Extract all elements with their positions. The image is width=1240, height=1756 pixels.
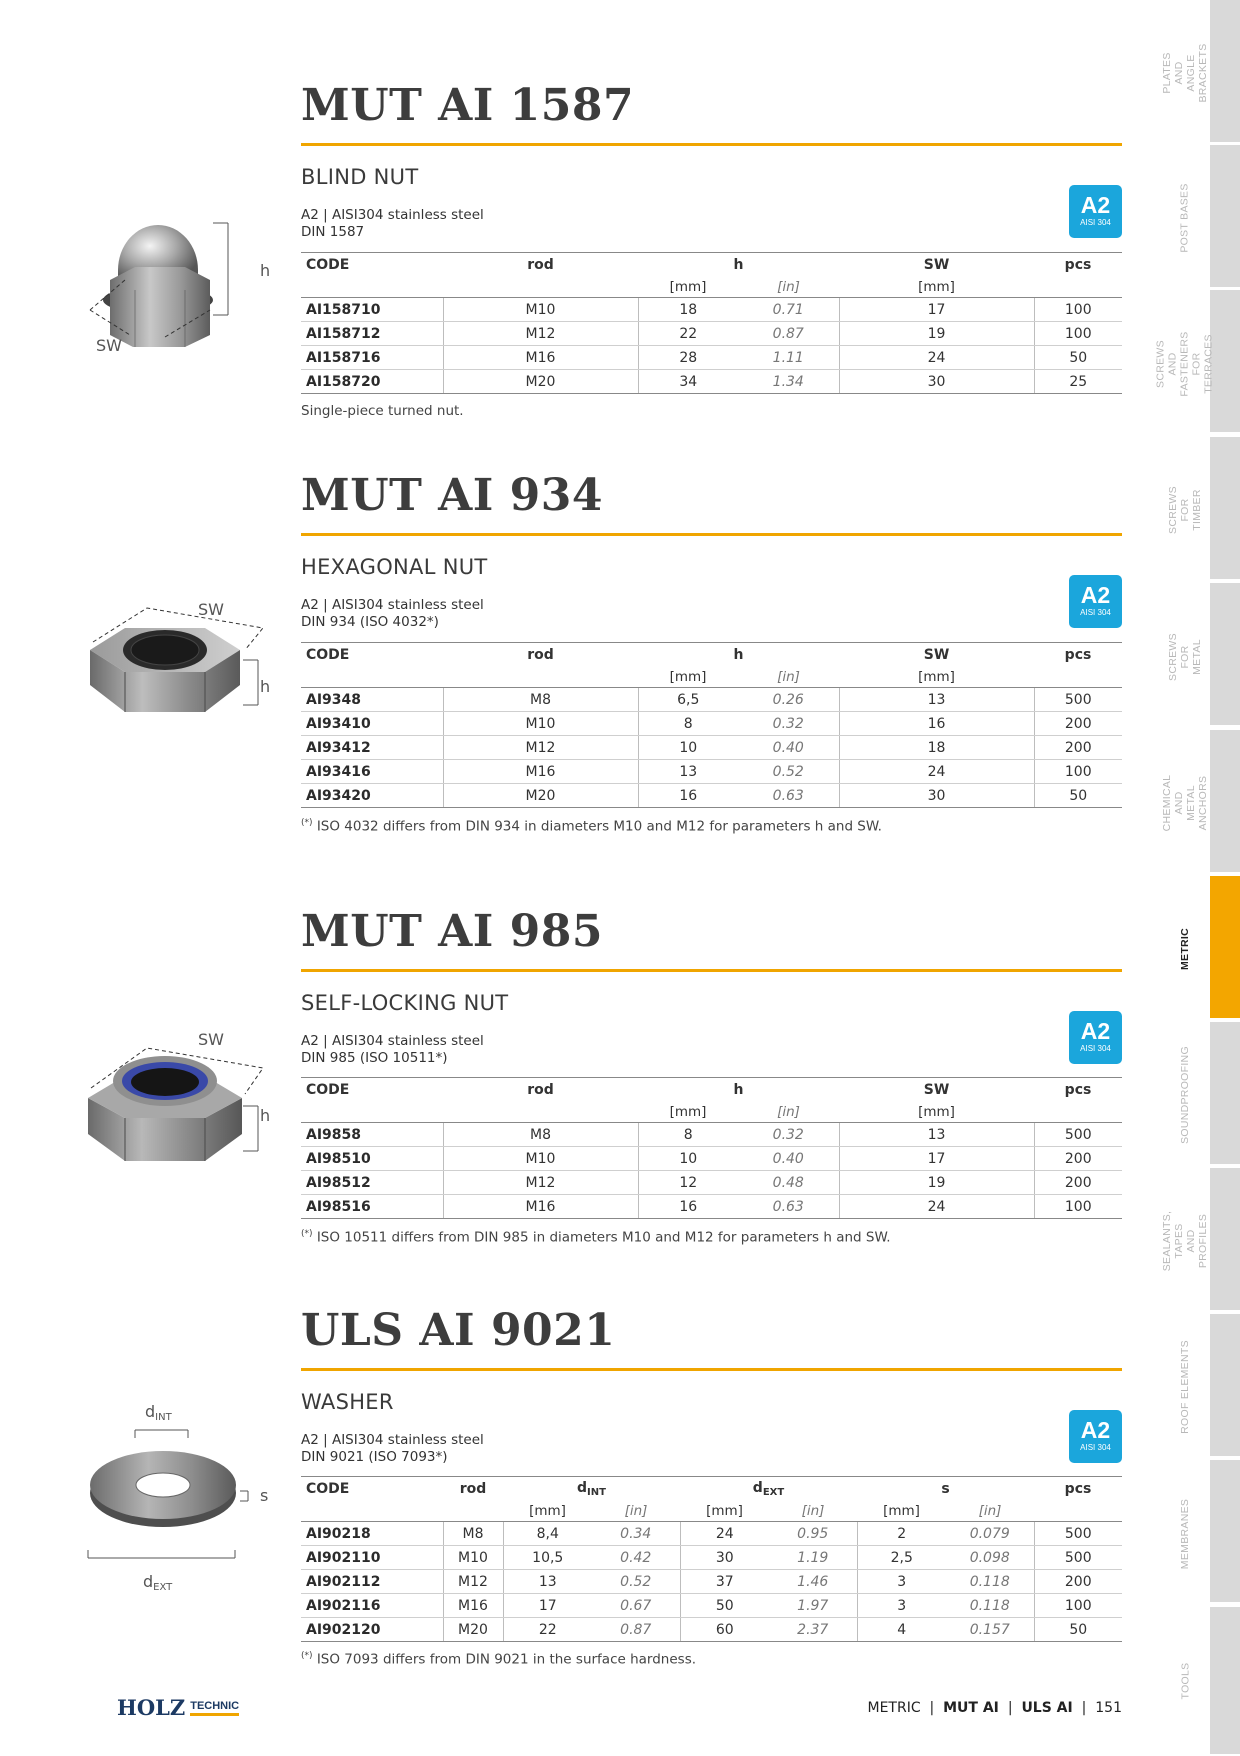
cell-dint-mm: 8,4 (503, 1522, 592, 1546)
holz-technic-logo (117, 1695, 239, 1720)
cell-rod: M10 (443, 1546, 503, 1570)
badge-main: A2 (1080, 1018, 1111, 1044)
unit-in: [in] (738, 277, 839, 298)
sidebar-label-tools: TOOLS (1179, 1662, 1191, 1699)
cell-code: AI158710 (301, 298, 443, 322)
material-info (301, 1033, 484, 1067)
dimension-label-sw: SW (198, 600, 224, 619)
cell-sw: 13 (839, 1123, 1034, 1147)
table-header-row (301, 643, 1122, 668)
cell-code: AI93416 (301, 760, 443, 784)
table-header-row (301, 1078, 1122, 1103)
cell-pcs: 100 (1034, 298, 1122, 322)
cell-h-in: 0.63 (738, 1195, 839, 1219)
table-row (301, 1195, 1122, 1219)
header-pcs: pcs (1034, 1078, 1122, 1103)
cell-dint-mm: 10,5 (503, 1546, 592, 1570)
table-row (301, 712, 1122, 736)
dimension-label-h: h (260, 1106, 271, 1125)
a2-badge (1069, 1011, 1122, 1064)
table-row (301, 784, 1122, 808)
sidebar-label (1155, 1314, 1215, 1460)
a2-badge (1069, 575, 1122, 628)
product-title: MUT AI 934 (301, 470, 604, 521)
header-d-ext (680, 1477, 857, 1502)
label-ext-sub: EXT (153, 1582, 173, 1593)
standard-line: DIN 9021 (ISO 7093*) (301, 1449, 448, 1465)
badge-sub: AISI 304 (1080, 1044, 1111, 1053)
sidebar-label-screws-timber: SCREWS FOR TIMBER (1167, 486, 1203, 534)
cell-pcs: 200 (1034, 712, 1122, 736)
sidebar-label (1155, 583, 1215, 730)
dimension-label-dint (145, 1402, 172, 1423)
table-header-row (301, 1477, 1122, 1502)
sidebar-label-roof: ROOF ELEMENTS (1179, 1340, 1191, 1434)
unit-in: [in] (946, 1501, 1034, 1522)
cell-code: AI98510 (301, 1147, 443, 1171)
breadcrumb-separator: | (929, 1700, 935, 1716)
cell-sw: 19 (839, 1171, 1034, 1195)
cell-code: AI90218 (301, 1522, 443, 1546)
cell-pcs: 50 (1034, 784, 1122, 808)
table-row (301, 760, 1122, 784)
header-ext-sub: EXT (762, 1487, 785, 1498)
footnote (301, 1651, 696, 1668)
cell-s-mm: 3 (857, 1570, 946, 1594)
cell-s-in: 0.098 (946, 1546, 1034, 1570)
table-row (301, 1147, 1122, 1171)
table-row (301, 298, 1122, 322)
cell-pcs: 25 (1034, 370, 1122, 394)
cell-h-in: 0.71 (738, 298, 839, 322)
cell-rod: M20 (443, 784, 638, 808)
cell-s-mm: 2 (857, 1522, 946, 1546)
cell-s-mm: 4 (857, 1618, 946, 1642)
header-pcs: pcs (1034, 253, 1122, 278)
title-underline (301, 1368, 1122, 1371)
cell-pcs: 200 (1034, 736, 1122, 760)
sidebar-label (1155, 290, 1215, 437)
header-pcs: pcs (1034, 643, 1122, 668)
cell-h-in: 0.52 (738, 760, 839, 784)
cell-sw: 30 (839, 370, 1034, 394)
dimension-label-dext (143, 1572, 172, 1593)
spec-table (301, 1077, 1122, 1219)
cell-h-mm: 8 (638, 1123, 738, 1147)
header-pcs: pcs (1034, 1477, 1122, 1502)
cell-rod: M10 (443, 712, 638, 736)
product-subtitle: WASHER (301, 1390, 394, 1414)
self-locking-nut-illustration (85, 1036, 275, 1186)
cell-sw: 16 (839, 712, 1034, 736)
badge-sub: AISI 304 (1080, 1443, 1111, 1452)
sidebar-label (1155, 145, 1215, 290)
cell-h-mm: 28 (638, 346, 738, 370)
label-d-letter: d (143, 1572, 154, 1591)
unit-mm: [mm] (638, 667, 738, 688)
material-info (301, 1432, 484, 1466)
cell-h-in: 0.32 (738, 1123, 839, 1147)
cell-rod: M12 (443, 1570, 503, 1594)
cell-h-in: 0.32 (738, 712, 839, 736)
cell-sw: 24 (839, 1195, 1034, 1219)
cell-dint-mm: 13 (503, 1570, 592, 1594)
cell-h-mm: 10 (638, 736, 738, 760)
cell-s-in: 0.157 (946, 1618, 1034, 1642)
footnote-text: ISO 10511 differs from DIN 985 in diameters M10 and M12 for parameters h and SW. (312, 1229, 891, 1246)
breadcrumb-separator: | (1007, 1700, 1013, 1716)
cell-h-mm: 13 (638, 760, 738, 784)
cell-sw: 24 (839, 760, 1034, 784)
cell-pcs: 100 (1034, 322, 1122, 346)
cell-pcs: 100 (1034, 1594, 1122, 1618)
header-h: h (638, 643, 839, 668)
badge-sub: AISI 304 (1080, 218, 1111, 227)
cell-sw: 13 (839, 688, 1034, 712)
material-info (301, 207, 484, 241)
breadcrumb-separator: | (1081, 1700, 1087, 1716)
sidebar-label-screws-metal: SCREWS FOR METAL (1167, 632, 1203, 681)
table-row (301, 322, 1122, 346)
footnote (301, 818, 882, 835)
badge-main: A2 (1080, 192, 1111, 218)
cell-dext-mm: 37 (680, 1570, 769, 1594)
footnote-text: ISO 4032 differs from DIN 934 in diameters M10 and M12 for parameters h and SW. (312, 818, 882, 835)
cell-rod: M20 (443, 1618, 503, 1642)
material-line: A2 | AISI304 stainless steel (301, 1033, 484, 1049)
cell-code: AI93420 (301, 784, 443, 808)
spec-table (301, 642, 1122, 808)
cell-s-in: 0.118 (946, 1570, 1034, 1594)
material-info (301, 597, 484, 631)
cell-pcs: 200 (1034, 1570, 1122, 1594)
header-sw: SW (839, 253, 1034, 278)
badge-sub: AISI 304 (1080, 608, 1111, 617)
header-code: CODE (301, 253, 443, 278)
unit-mm: [mm] (680, 1501, 769, 1522)
footnote-mark: (*) (301, 1229, 313, 1239)
header-int-sub: INT (587, 1487, 606, 1498)
sidebar-label (1155, 1022, 1215, 1168)
cell-h-mm: 34 (638, 370, 738, 394)
sidebar-label (1155, 437, 1215, 583)
table-row (301, 1123, 1122, 1147)
cell-code: AI902120 (301, 1618, 443, 1642)
cell-pcs: 500 (1034, 688, 1122, 712)
header-d-letter: d (577, 1480, 588, 1496)
header-h: h (638, 253, 839, 278)
cell-s-in: 0.079 (946, 1522, 1034, 1546)
table-row (301, 1522, 1122, 1546)
cell-h-in: 1.11 (738, 346, 839, 370)
dimension-label-h: h (260, 677, 271, 696)
table-row (301, 1570, 1122, 1594)
washer-illustration (85, 1425, 265, 1565)
cell-dext-in: 1.46 (769, 1570, 857, 1594)
cell-h-mm: 10 (638, 1147, 738, 1171)
cell-h-in: 0.40 (738, 1147, 839, 1171)
cell-h-mm: 16 (638, 1195, 738, 1219)
cell-h-in: 0.63 (738, 784, 839, 808)
cell-pcs: 100 (1034, 760, 1122, 784)
cell-s-mm: 2,5 (857, 1546, 946, 1570)
cell-code: AI9858 (301, 1123, 443, 1147)
title-underline (301, 143, 1122, 146)
product-subtitle: SELF-LOCKING NUT (301, 991, 509, 1015)
cell-code: AI902116 (301, 1594, 443, 1618)
unit-in: [in] (738, 1102, 839, 1123)
logo-sub: TECHNIC (190, 1700, 239, 1716)
table-header-row (301, 253, 1122, 278)
cell-dext-mm: 60 (680, 1618, 769, 1642)
cell-code: AI902112 (301, 1570, 443, 1594)
badge-main: A2 (1080, 582, 1111, 608)
cell-code: AI158720 (301, 370, 443, 394)
label-d-letter: d (145, 1402, 156, 1421)
header-rod: rod (443, 1477, 503, 1502)
cell-rod: M16 (443, 346, 638, 370)
cell-rod: M10 (443, 1147, 638, 1171)
standard-line: DIN 985 (ISO 10511*) (301, 1050, 448, 1066)
header-h: h (638, 1078, 839, 1103)
cell-sw: 19 (839, 322, 1034, 346)
table-unit-row (301, 1102, 1122, 1123)
header-code: CODE (301, 1078, 443, 1103)
cell-rod: M8 (443, 1522, 503, 1546)
cell-dint-in: 0.42 (592, 1546, 680, 1570)
standard-line: DIN 1587 (301, 224, 365, 240)
cell-dint-in: 0.87 (592, 1618, 680, 1642)
cell-code: AI158716 (301, 346, 443, 370)
table-row (301, 1618, 1122, 1642)
cell-rod: M8 (443, 688, 638, 712)
header-rod: rod (443, 253, 638, 278)
product-title: MUT AI 985 (301, 906, 604, 957)
cell-rod: M12 (443, 1171, 638, 1195)
product-title: MUT AI 1587 (301, 80, 635, 131)
cell-rod: M12 (443, 736, 638, 760)
badge-main: A2 (1080, 1417, 1111, 1443)
table-row (301, 1546, 1122, 1570)
cell-pcs: 200 (1034, 1171, 1122, 1195)
dimension-label-sw: SW (96, 336, 122, 355)
unit-in: [in] (769, 1501, 857, 1522)
header-d-letter: d (752, 1480, 763, 1496)
cell-sw: 18 (839, 736, 1034, 760)
unit-mm: [mm] (839, 1102, 1034, 1123)
page-number: 151 (1095, 1700, 1122, 1716)
header-code: CODE (301, 1477, 443, 1502)
unit-mm: [mm] (857, 1501, 946, 1522)
table-row (301, 1171, 1122, 1195)
cell-h-in: 0.48 (738, 1171, 839, 1195)
table-row (301, 1594, 1122, 1618)
logo-main: HOLZ (117, 1695, 186, 1720)
cell-pcs: 50 (1034, 346, 1122, 370)
cell-h-mm: 6,5 (638, 688, 738, 712)
cell-code: AI902110 (301, 1546, 443, 1570)
header-code: CODE (301, 643, 443, 668)
header-d-int (503, 1477, 680, 1502)
cell-pcs: 100 (1034, 1195, 1122, 1219)
dimension-label-s: s (260, 1486, 269, 1505)
title-underline (301, 969, 1122, 972)
product-title: ULS AI 9021 (301, 1305, 616, 1356)
cell-rod: M16 (443, 1195, 638, 1219)
a2-badge (1069, 1410, 1122, 1463)
table-unit-row (301, 277, 1122, 298)
sidebar-label-anchors: CHEMICAL AND METAL ANCHORS (1161, 774, 1209, 832)
footnote: Single-piece turned nut. (301, 403, 464, 419)
cell-sw: 30 (839, 784, 1034, 808)
header-sw: SW (839, 643, 1034, 668)
header-rod: rod (443, 1078, 638, 1103)
cell-sw: 17 (839, 1147, 1034, 1171)
cell-rod: M12 (443, 322, 638, 346)
cell-h-mm: 22 (638, 322, 738, 346)
cell-h-mm: 8 (638, 712, 738, 736)
cell-dext-in: 2.37 (769, 1618, 857, 1642)
sidebar-label-post-bases: POST BASES (1179, 182, 1191, 253)
unit-mm: [mm] (839, 667, 1034, 688)
product-subtitle: HEXAGONAL NUT (301, 555, 488, 579)
sidebar-label (1155, 1460, 1215, 1607)
header-rod: rod (443, 643, 638, 668)
sidebar-label (1155, 730, 1215, 876)
cell-pcs: 500 (1034, 1123, 1122, 1147)
product-subtitle: BLIND NUT (301, 165, 419, 189)
footnote-mark: (*) (301, 1651, 313, 1661)
cell-dint-in: 0.34 (592, 1522, 680, 1546)
standard-line: DIN 934 (ISO 4032*) (301, 614, 439, 630)
breadcrumb-mut-ai: MUT AI (943, 1700, 999, 1716)
cell-dint-in: 0.52 (592, 1570, 680, 1594)
sidebar-label (1155, 1168, 1215, 1314)
unit-mm: [mm] (638, 1102, 738, 1123)
sidebar-label (1155, 1607, 1215, 1754)
unit-in: [in] (592, 1501, 680, 1522)
cell-dint-in: 0.67 (592, 1594, 680, 1618)
cell-s-mm: 3 (857, 1594, 946, 1618)
cell-dext-in: 1.97 (769, 1594, 857, 1618)
cell-sw: 24 (839, 346, 1034, 370)
cell-h-in: 0.87 (738, 322, 839, 346)
table-row (301, 370, 1122, 394)
cell-pcs: 500 (1034, 1522, 1122, 1546)
cell-rod: M16 (443, 760, 638, 784)
unit-mm: [mm] (638, 277, 738, 298)
spec-table (301, 252, 1122, 394)
sidebar-label-plates: PLATES AND ANGLE BRACKETS (1161, 43, 1209, 102)
cell-dint-mm: 17 (503, 1594, 592, 1618)
table-row (301, 736, 1122, 760)
unit-in: [in] (738, 667, 839, 688)
table-row (301, 688, 1122, 712)
sidebar-label (1155, 0, 1215, 145)
sidebar-label-terraces: SCREWS AND FASTENERS FOR TERRACES (1155, 330, 1216, 397)
cell-code: AI98512 (301, 1171, 443, 1195)
material-line: A2 | AISI304 stainless steel (301, 1432, 484, 1448)
a2-badge (1069, 185, 1122, 238)
cell-h-mm: 12 (638, 1171, 738, 1195)
cell-dext-mm: 30 (680, 1546, 769, 1570)
table-unit-row (301, 667, 1122, 688)
dimension-label-sw: SW (198, 1030, 224, 1049)
header-s: s (857, 1477, 1034, 1502)
footnote-text: ISO 7093 differs from DIN 9021 in the surface hardness. (312, 1651, 697, 1668)
material-line: A2 | AISI304 stainless steel (301, 207, 484, 223)
cell-code: AI9348 (301, 688, 443, 712)
cell-pcs: 500 (1034, 1546, 1122, 1570)
cell-rod: M8 (443, 1123, 638, 1147)
breadcrumb-uls-ai: ULS AI (1021, 1700, 1073, 1716)
spec-table (301, 1476, 1122, 1642)
breadcrumb-metric: METRIC (867, 1700, 921, 1716)
cell-pcs: 50 (1034, 1618, 1122, 1642)
dimension-label-h: h (260, 261, 271, 280)
cell-rod: M20 (443, 370, 638, 394)
cell-dext-mm: 24 (680, 1522, 769, 1546)
cell-h-in: 1.34 (738, 370, 839, 394)
footer-breadcrumb (867, 1700, 1122, 1716)
sidebar-label-soundproofing: SOUNDPROOFING (1179, 1046, 1192, 1144)
table-unit-row (301, 1501, 1122, 1522)
label-int-sub: INT (155, 1412, 172, 1423)
cell-dext-mm: 50 (680, 1594, 769, 1618)
sidebar-label (1155, 876, 1215, 1022)
cell-h-in: 0.40 (738, 736, 839, 760)
sidebar-label-membranes: MEMBRANES (1179, 1498, 1192, 1569)
cell-h-mm: 16 (638, 784, 738, 808)
hexagonal-nut-illustration (85, 600, 275, 750)
footnote-mark: (*) (301, 818, 313, 828)
sidebar-label-sealants: SEALANTS, TAPES AND PROFILES (1161, 1210, 1210, 1272)
cell-code: AI158712 (301, 322, 443, 346)
header-sw: SW (839, 1078, 1034, 1103)
sidebar-label-metric: METRIC (1178, 927, 1191, 971)
cell-code: AI93412 (301, 736, 443, 760)
cell-dext-in: 0.95 (769, 1522, 857, 1546)
cell-h-in: 0.26 (738, 688, 839, 712)
cell-code: AI98516 (301, 1195, 443, 1219)
title-underline (301, 533, 1122, 536)
cell-code: AI93410 (301, 712, 443, 736)
table-row (301, 346, 1122, 370)
cell-dext-in: 1.19 (769, 1546, 857, 1570)
material-line: A2 | AISI304 stainless steel (301, 597, 484, 613)
cell-s-in: 0.118 (946, 1594, 1034, 1618)
unit-mm: [mm] (839, 277, 1034, 298)
cell-pcs: 200 (1034, 1147, 1122, 1171)
footnote (301, 1229, 891, 1246)
cell-rod: M10 (443, 298, 638, 322)
cell-h-mm: 18 (638, 298, 738, 322)
unit-mm: [mm] (503, 1501, 592, 1522)
cell-sw: 17 (839, 298, 1034, 322)
cell-rod: M16 (443, 1594, 503, 1618)
cell-dint-mm: 22 (503, 1618, 592, 1642)
